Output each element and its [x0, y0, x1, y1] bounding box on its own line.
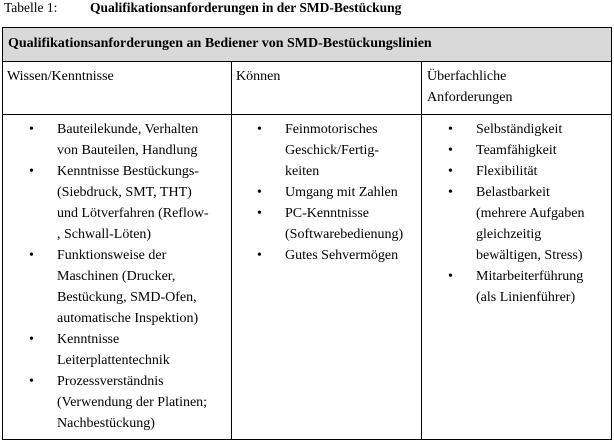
heading-line: Anforderungen — [427, 90, 513, 105]
table-border-top — [2, 27, 612, 28]
interdisciplinary-list — [448, 119, 611, 308]
list-item-line: • Flexibilität — [476, 164, 538, 179]
list-item — [257, 119, 421, 182]
list-item-line: • Teamfähigkeit — [476, 143, 557, 158]
knowledge-list — [29, 119, 231, 434]
list-item-line: • Belastbarkeit — [476, 185, 550, 200]
list-item-line: • Bauteilekunde, Verhalten — [57, 122, 199, 137]
list-item — [29, 119, 231, 161]
list-item-line: • PC-Kenntnisse — [285, 206, 369, 221]
interdisciplinary-list-cell — [448, 119, 611, 308]
heading-line: Können — [236, 69, 281, 84]
list-item-line: von Bauteilen, Handlung — [57, 143, 198, 158]
column-divider-1 — [231, 61, 232, 440]
list-item-line: (Softwarebedienung) — [285, 227, 404, 242]
qualification-table — [2, 27, 612, 440]
heading-line: Wissen/Kenntnisse — [7, 69, 114, 84]
list-item-line: keiten — [285, 164, 320, 179]
list-item-line: • Mitarbeiterführung — [476, 269, 584, 284]
list-item — [257, 245, 421, 266]
skills-list-cell — [257, 119, 421, 266]
list-item-line: (Verwendung der Platinen; — [57, 395, 208, 410]
table-header-row — [3, 28, 611, 61]
column-heading-knowledge — [7, 66, 227, 87]
column-divider-2 — [421, 61, 422, 440]
list-item-line: • Prozessverständnis — [57, 374, 164, 389]
list-item-line: • Kenntnisse Bestückungs- — [57, 164, 199, 179]
list-item — [448, 266, 611, 308]
list-item — [448, 182, 611, 266]
table-border-right — [611, 27, 612, 440]
table-caption — [4, 0, 401, 16]
header-divider — [2, 61, 612, 62]
list-item-line: Bestückung, SMD-Ofen, — [57, 290, 197, 305]
list-item-line: • Umgang mit Zahlen — [285, 185, 398, 200]
list-item-line: (mehrere Aufgaben — [476, 206, 585, 221]
list-item-line: gleichzeitig — [476, 227, 542, 242]
list-item-line: Leiterplattentechnik — [57, 353, 170, 368]
column-heading-skills — [236, 66, 416, 87]
list-item-line: • Feinmotorisches — [285, 122, 378, 137]
list-item-line: bewältigen, Stress) — [476, 248, 583, 263]
list-item-line: (als Linienführer) — [476, 290, 576, 305]
list-item-line: , Schwall-Löten) — [57, 227, 152, 242]
caption-title: Qualifikationsanforderungen in der SMD-Bestückung — [90, 0, 402, 15]
heading-line: Überfachliche — [427, 69, 507, 84]
list-item — [29, 245, 231, 329]
list-item-line: • Gutes Sehvermögen — [285, 248, 399, 263]
list-item — [448, 140, 611, 161]
list-item — [257, 203, 421, 245]
column-heading-interdisciplinary — [427, 66, 607, 108]
list-item — [257, 182, 421, 203]
subheader-divider — [2, 114, 612, 115]
list-item-line: automatische Inspektion) — [57, 311, 199, 326]
list-item-line: • Selbständigkeit — [476, 122, 563, 137]
skills-list — [257, 119, 421, 266]
table-border-left — [2, 27, 3, 440]
list-item — [448, 161, 611, 182]
list-item — [29, 161, 231, 245]
table-header-text: Qualifikationsanforderungen an Bediener von SMD-Bestückungslinien — [8, 36, 432, 51]
list-item-line: und Lötverfahren (Reflow- — [57, 206, 209, 221]
list-item-line: • Funktionsweise der — [57, 248, 167, 263]
list-item-line: Nachbestückung) — [57, 416, 155, 431]
knowledge-list-cell — [29, 119, 231, 434]
list-item-line: Maschinen (Drucker, — [57, 269, 176, 284]
list-item — [448, 119, 611, 140]
caption-label: Tabelle 1: — [4, 0, 58, 15]
list-item-line: (Siebdruck, SMT, THT) — [57, 185, 192, 200]
list-item — [29, 371, 231, 434]
list-item-line: • Kenntnisse — [57, 332, 120, 347]
list-item — [29, 329, 231, 371]
list-item-line: Geschick/Fertig- — [285, 143, 380, 158]
